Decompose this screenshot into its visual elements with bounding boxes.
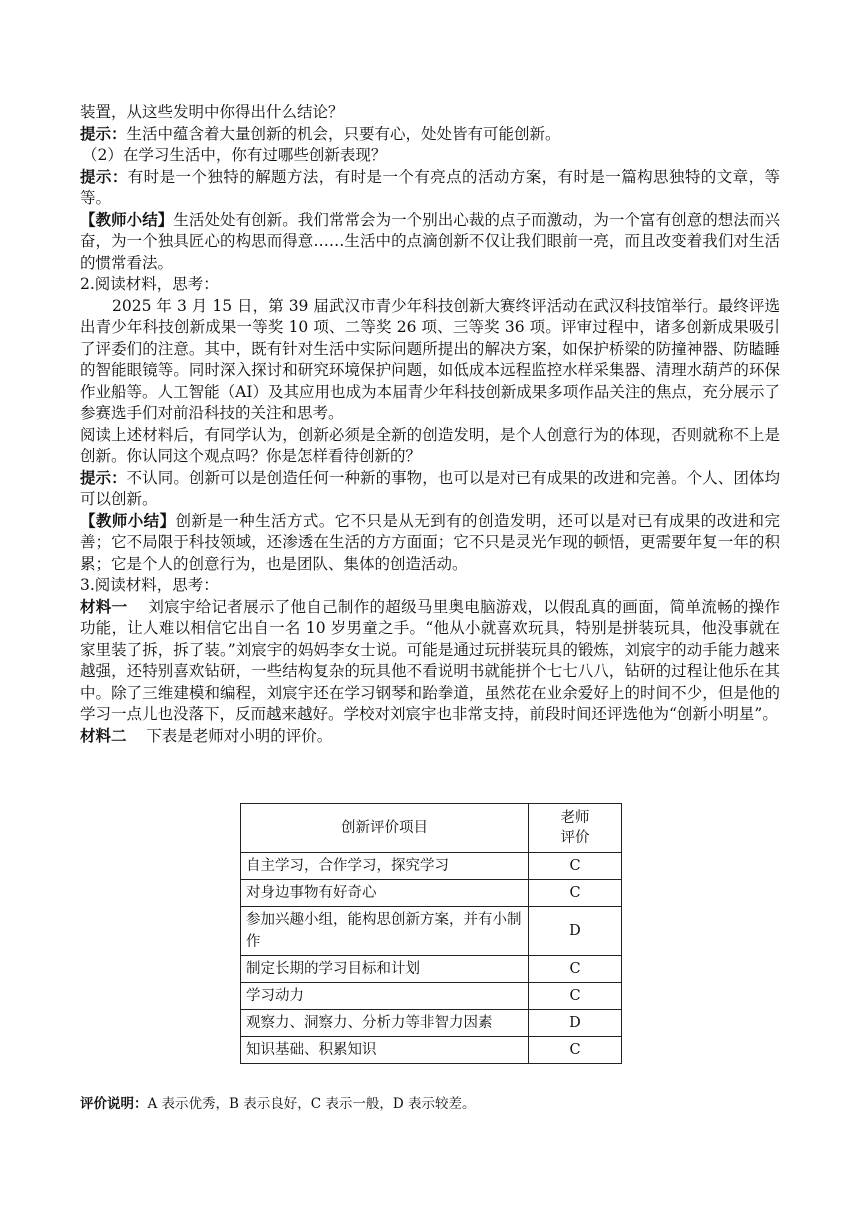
table-row [241, 1010, 622, 1037]
table-cell-item: 学习动力 [241, 983, 529, 1010]
hint-text: 不认同。创新可以是创造任何一种新的事物，也可以是对已有成果的改进和完善。个人、团体均可以创新。 [80, 468, 780, 508]
hint-text: 生活中蕴含着大量创新的机会，只要有心，处处皆有可能创新。 [126, 124, 561, 143]
section-heading-2: 2.阅读材料，思考： [80, 275, 219, 293]
paragraph-hint-2 [80, 167, 780, 210]
material-2-text: 下表是老师对小明的评价。 [146, 726, 333, 745]
table-row [241, 853, 622, 880]
table-row [241, 956, 622, 983]
hint-text: 有时是一个独特的解题方法，有时是一个有亮点的活动方案，有时是一篇构思独特的文章，等等。 [80, 167, 780, 207]
table-cell-item: 制定长期的学习目标和计划 [241, 956, 529, 983]
section-heading-3: 3.阅读材料，思考： [80, 576, 219, 594]
paragraph-question-3: 阅读上述材料后，有同学认为，创新必须是全新的创造发明，是个人创意行为的体现，否则就称不上是创新。你认同这个观点吗？你是怎样看待创新的？ [80, 425, 780, 465]
paragraph-hint-1 [80, 124, 780, 146]
table-header-row [241, 804, 622, 853]
paragraph-material-competition: 2025 年 3 月 15 日，第 39 届武汉市青少年科技创新大赛终评活动在武汉科技馆举行。最终评选出青少年科技创新成果一等奖 10 项、二等奖 26 项、三等奖 36 项。评审过程中，诸多创新成果吸引了评委们的注意。其中，既有针对生活中实际问题所提出的解决方案，如保护桥梁的防撞神器、防瞌睡的智能眼镜等。同时深入探讨和研究环境保护问题，如低成本远程监控水样采集器、清理水葫芦的环保作业船等。人工智能（AI）及其应用也成为本届青少年科技创新成果多项作品关注的焦点，充分展示了参赛选手们对前沿科技的关注和思考。 [80, 296, 780, 422]
table-cell-grade: C [529, 853, 622, 880]
table-cell-grade: C [529, 1037, 622, 1064]
teacher-summary-text: 创新是一种生活方式。它不只是从无到有的创造发明，还可以是对已有成果的改进和完善；它不局限于科技领域，还渗透在生活的方方面面；它不只是灵光乍现的顿悟，更需要年复一年的积累；它是个人的创意行为，也是团队、集体的创造活动。 [80, 511, 780, 573]
header-item: 创新评价项目 [241, 804, 529, 853]
evaluation-note [80, 1092, 476, 1112]
evaluation-note-label: 评价说明： [80, 1096, 148, 1112]
paragraph-material-1 [80, 597, 780, 726]
header-grade-text: 老师评价 [560, 809, 590, 846]
table-row [241, 907, 622, 956]
paragraph-question-1: 装置，从这些发明中你得出什么结论？ [80, 103, 344, 121]
material-1-text: 刘宸宇给记者展示了他自己制作的超级马里奥电脑游戏，以假乱真的画面，简单流畅的操作功能，让人难以相信它出自一名 10 岁男童之手。“他从小就喜欢玩具，特别是拼装玩具，他没事就在家里装了拆，拆了装。”刘宸宇的妈妈李女士说。可能是通过玩拼装玩具的锻炼，刘宸宇的动手能力越来越强，还特别喜欢钻研，一些结构复杂的玩具他不看说明书就能拼个七七八八，钻研的过程让他乐在其中。除了三维建模和编程，刘宸宇还在学习钢琴和跆拳道，虽然花在业余爱好上的时间不少，但是他的学习一点儿也没落下，反而越来越好。学校对刘宸宇也非常支持，前段时间还评选他为“创新小明星”。 [80, 597, 780, 723]
hint-label: 提示： [80, 468, 127, 487]
table-row [241, 1037, 622, 1064]
table-cell-grade: D [529, 1010, 622, 1037]
paragraph-teacher-summary-1 [80, 210, 780, 275]
table-cell-item: 知识基础、积累知识 [241, 1037, 529, 1064]
table-cell-item: 对身边事物有好奇心 [241, 880, 529, 907]
table-cell-grade: C [529, 956, 622, 983]
table-cell-item: 观察力、洞察力、分析力等非智力因素 [241, 1010, 529, 1037]
paragraph-teacher-summary-2 [80, 511, 780, 576]
table-cell-grade: C [529, 983, 622, 1010]
table-cell-item: 参加兴趣小组，能构思创新方案，并有小制作 [241, 907, 529, 956]
teacher-summary-label: 【教师小结】 [80, 210, 174, 229]
table-cell-item: 自主学习，合作学习，探究学习 [241, 853, 529, 880]
material-2-label: 材料二 [80, 726, 127, 745]
paragraph-material-2 [80, 726, 780, 748]
teacher-summary-text: 生活处处有创新。我们常常会为一个别出心裁的点子而激动，为一个富有创意的想法而兴奋，为一个独具匠心的构思而得意……生活中的点滴创新不仅让我们眼前一亮，而且改变着我们对生活的惯常看法。 [80, 210, 780, 272]
table-cell-grade: D [529, 907, 622, 956]
evaluation-note-text: A 表示优秀，B 表示良好，C 表示一般，D 表示较差。 [147, 1096, 476, 1112]
table-cell-grade: C [529, 880, 622, 907]
hint-label: 提示： [80, 167, 128, 186]
evaluation-table [240, 803, 622, 1064]
paragraph-question-2: （2）在学习生活中，你有过哪些创新表现？ [82, 146, 387, 164]
paragraph-hint-3 [80, 468, 780, 511]
table-row [241, 983, 622, 1010]
document-body [80, 102, 780, 747]
material-1-label: 材料一 [80, 597, 128, 616]
teacher-summary-label: 【教师小结】 [80, 511, 176, 530]
hint-label: 提示： [80, 124, 127, 143]
header-grade [529, 804, 622, 853]
table-row [241, 880, 622, 907]
